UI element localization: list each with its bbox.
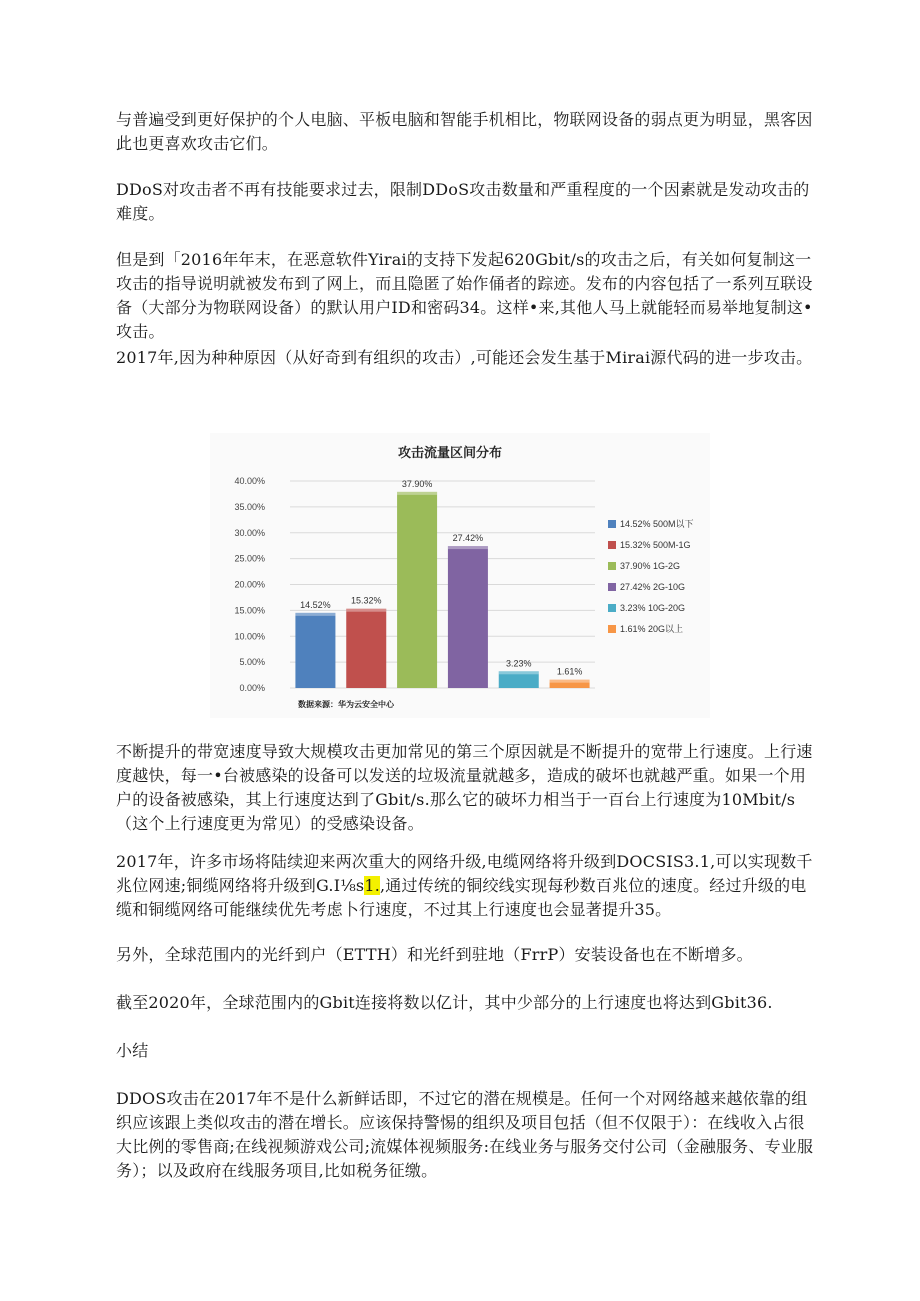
bar-highlight (295, 613, 335, 616)
paragraph-8: 截至2020年，全球范围内的Gbit连接将数以亿计，其中少部分的上行速度也将达到Gbit36. (116, 993, 773, 1012)
data-label: 37.90% (401, 478, 433, 489)
legend-item: 15.32% 500M-1G (620, 540, 691, 550)
section-heading: 小结 (116, 1041, 149, 1060)
legend-swatch (608, 583, 616, 591)
paragraph-6 (116, 850, 816, 922)
y-tick-label: 30.00% (234, 527, 265, 538)
paragraph-2: DDoS对攻击者不再有技能要求过去，限制DDoS攻击数量和严重程度的一个因素就是发动攻击的难度。 (116, 180, 810, 223)
chart-source: 数据来源：华为云安全中心 (298, 700, 394, 709)
bar-highlight (346, 609, 386, 612)
bar-highlight (397, 492, 437, 495)
chart-title: 攻击流量区间分布 (397, 446, 503, 461)
y-tick-label: 10.00% (234, 631, 265, 642)
y-tick-label: 20.00% (234, 579, 265, 590)
data-label: 15.32% (350, 595, 382, 606)
paragraph-6-text-b: ,通过传统的铜绞线实现每秒数百兆位的速度。经过升级的电缆和铜缆网络可能继续优先考虑卜行速度，不过其上行速度也会显著提升35。 (116, 876, 807, 919)
chart-svg (210, 433, 710, 718)
y-tick-label: 5.00% (239, 657, 265, 668)
paragraph-10: DDOS攻击在2017年不是什么新鲜话即，不过它的潜在规模是。任何一个对网络越来越依靠的组织应该跟上类似攻击的潜在增长。应该保持警惕的组织及项目包括（但不仅限于）：在线收入占很大比例的零售商;在线视频游戏公司;流媒体视频服务:在线业务与服务交付公司（金融服务、专业服务）；以及政府在线服务项目,比如税务征缴。 (116, 1089, 814, 1180)
bar-highlight (448, 546, 488, 549)
y-tick-label: 40.00% (234, 476, 265, 486)
paragraph-4: 2017年,因为种种原因（从好奇到有组织的攻击）,可能还会发生基于Mirai源代码的进一步攻击。 (116, 348, 813, 367)
bar-500M-1G (346, 609, 386, 688)
paragraph-5: 不断提升的带宽速度导致大规模攻击更加常见的第三个原因就是不断提升的宽带上行速度。上行速度越快，每一•台被感染的设备可以发送的垃圾流量就越多，造成的破坏也就越严重。如果一个用户的设备被感染，其上行速度达到了Gbit/s.那么它的破坏力相当于一百台上行速度为10Mbit/s（这个上行速度更为常见）的受感染设备。 (116, 742, 813, 833)
paragraph-7: 另外，全球范围内的光纤到户（ETTH）和光纤到驻地（FrrP）安装设备也在不断增多。 (116, 945, 753, 964)
legend-item: 14.52% 500M以下 (620, 519, 694, 529)
y-tick-label: 15.00% (234, 605, 265, 616)
legend-item: 1.61% 20G以上 (620, 624, 684, 634)
data-label: 3.23% (505, 658, 532, 669)
legend-item: 27.42% 2G-10G (620, 582, 686, 592)
paragraph-3: 但是到「2016年年末，在恶意软件Yirai的支持下发起620Gbit/s的攻击之后，有关如何复制这一攻击的指导说明就被发布到了网上，而且隐匿了始作俑者的踪迹。发布的内容包括了一系列互联设备（大部分为物联网设备）的默认用户ID和密码34。这样•来,其他人马上就能轻而易举地复制这•攻击。 (116, 250, 813, 341)
paragraph-6-text-a: 2017年，许多市场将陆续迎来两次重大的网络升级,电缆网络将升级到DOCSIS3.1,可以实现数千兆位网速;铜缆网络将升级到G.I⅛s (116, 852, 813, 895)
legend-item: 37.90% 1G-2G (620, 561, 681, 571)
legend-swatch (608, 625, 616, 633)
y-tick-label: 25.00% (234, 553, 265, 564)
highlighted-text: 1. (364, 876, 380, 895)
bar-highlight (550, 680, 590, 683)
data-label: 27.42% (452, 533, 484, 544)
bar-1G-2G (397, 492, 437, 688)
y-tick-label: 35.00% (234, 501, 265, 512)
legend-item: 3.23% 10G-20G (620, 603, 686, 613)
legend-swatch (608, 541, 616, 549)
bar-2G-10G (448, 546, 488, 688)
bar-chart (210, 433, 710, 718)
bar-500M以下 (295, 613, 335, 688)
paragraph-1: 与普遍受到更好保护的个人电脑、平板电脑和智能手机相比，物联网设备的弱点更为明显，黑客因此也更喜欢攻击它们。 (116, 110, 813, 153)
legend-swatch (608, 520, 616, 528)
y-tick-label: 0.00% (239, 683, 265, 693)
data-label: 14.52% (300, 599, 331, 610)
bar-highlight (499, 671, 539, 674)
legend-swatch (608, 604, 616, 612)
data-label: 1.61% (556, 666, 583, 677)
legend-swatch (608, 562, 616, 570)
